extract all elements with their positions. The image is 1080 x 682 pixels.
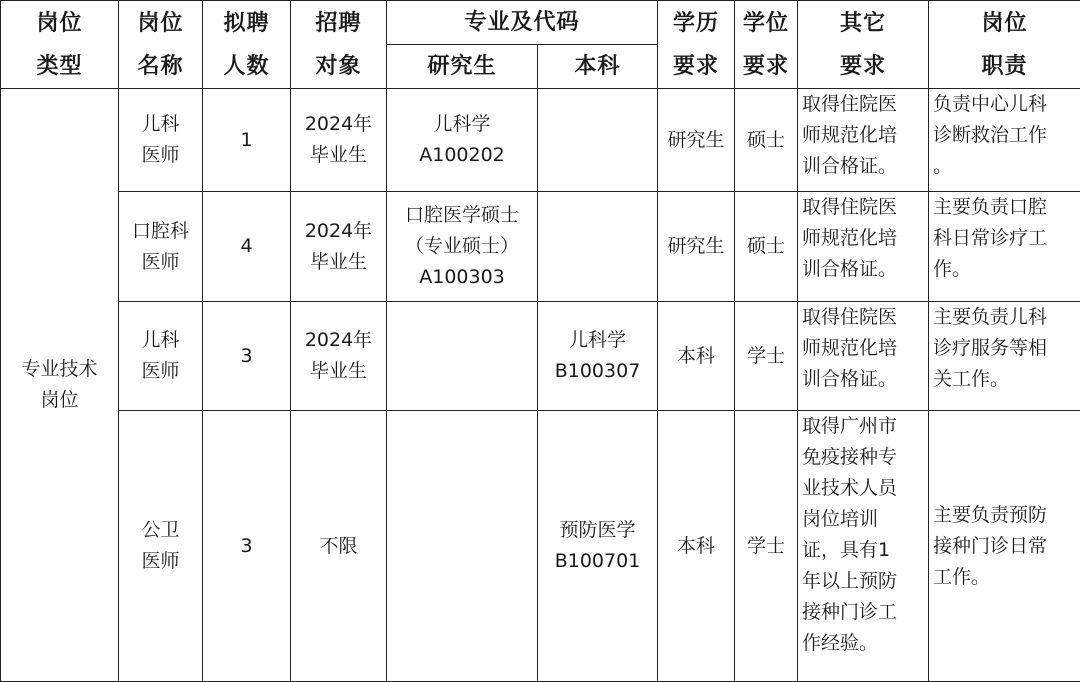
- header-position-type: 岗位 类型: [1, 1, 119, 89]
- degree-cell: 硕士: [735, 89, 798, 192]
- other-requirements-cell: 取得住院医 师规范化培 训合格证。: [798, 89, 929, 192]
- undergraduate-major-cell: 儿科学 B100307: [538, 302, 658, 411]
- degree-cell: 学士: [735, 302, 798, 411]
- duty-cell: 主要负责口腔 科日常诊疗工 作。: [929, 192, 1080, 302]
- table-row: [1, 411, 1080, 682]
- duty-cell: 主要负责儿科 诊疗服务等相 关工作。: [929, 302, 1080, 411]
- position-name-cell: 口腔科 医师: [119, 192, 203, 302]
- graduate-major-cell: [387, 411, 538, 682]
- graduate-major-cell: 儿科学 A100202: [387, 89, 538, 192]
- undergraduate-major-cell: [538, 89, 658, 192]
- header-undergraduate: 本科: [538, 45, 658, 89]
- header-graduate: 研究生: [387, 45, 538, 89]
- table-row: [1, 89, 1080, 192]
- hire-count-cell: 3: [203, 411, 291, 682]
- header-hire-count: 拟聘 人数: [203, 1, 291, 89]
- undergraduate-major-cell: [538, 192, 658, 302]
- table-row: [1, 302, 1080, 411]
- header-position-name: 岗位 名称: [119, 1, 203, 89]
- position-name-cell: 公卫 医师: [119, 411, 203, 682]
- education-cell: 研究生: [658, 192, 735, 302]
- undergraduate-major-cell: 预防医学 B100701: [538, 411, 658, 682]
- header-major-code: 专业及代码: [387, 1, 658, 45]
- other-requirements-cell: 取得住院医 师规范化培 训合格证。: [798, 192, 929, 302]
- header-target: 招聘 对象: [291, 1, 387, 89]
- education-cell: 本科: [658, 411, 735, 682]
- target-cell: 2024年 毕业生: [291, 302, 387, 411]
- position-name-cell: 儿科 医师: [119, 302, 203, 411]
- degree-cell: 硕士: [735, 192, 798, 302]
- category-cell: 专业技术 岗位: [1, 89, 119, 682]
- target-cell: 2024年 毕业生: [291, 192, 387, 302]
- hire-count-cell: 1: [203, 89, 291, 192]
- hire-count-cell: 4: [203, 192, 291, 302]
- graduate-major-cell: 口腔医学硕士 （专业硕士） A100303: [387, 192, 538, 302]
- education-cell: 研究生: [658, 89, 735, 192]
- header-degree: 学位 要求: [735, 1, 798, 89]
- education-cell: 本科: [658, 302, 735, 411]
- position-name-cell: 儿科 医师: [119, 89, 203, 192]
- other-requirements-cell: 取得住院医 师规范化培 训合格证。: [798, 302, 929, 411]
- header-other-requirements: 其它 要求: [798, 1, 929, 89]
- graduate-major-cell: [387, 302, 538, 411]
- other-requirements-cell: 取得广州市 免疫接种专 业技术人员 岗位培训 证，具有1 年以上预防 接种门诊工 作经验。: [798, 411, 929, 682]
- table-row: [1, 192, 1080, 302]
- header-education: 学历 要求: [658, 1, 735, 89]
- hire-count-cell: 3: [203, 302, 291, 411]
- duty-cell: 负责中心儿科 诊断救治工作 。: [929, 89, 1080, 192]
- header-duty: 岗位 职责: [929, 1, 1080, 89]
- target-cell: 2024年 毕业生: [291, 89, 387, 192]
- target-cell: 不限: [291, 411, 387, 682]
- header-row-1: [1, 1, 1080, 45]
- duty-cell: 主要负责预防 接种门诊日常 工作。: [929, 411, 1080, 682]
- degree-cell: 学士: [735, 411, 798, 682]
